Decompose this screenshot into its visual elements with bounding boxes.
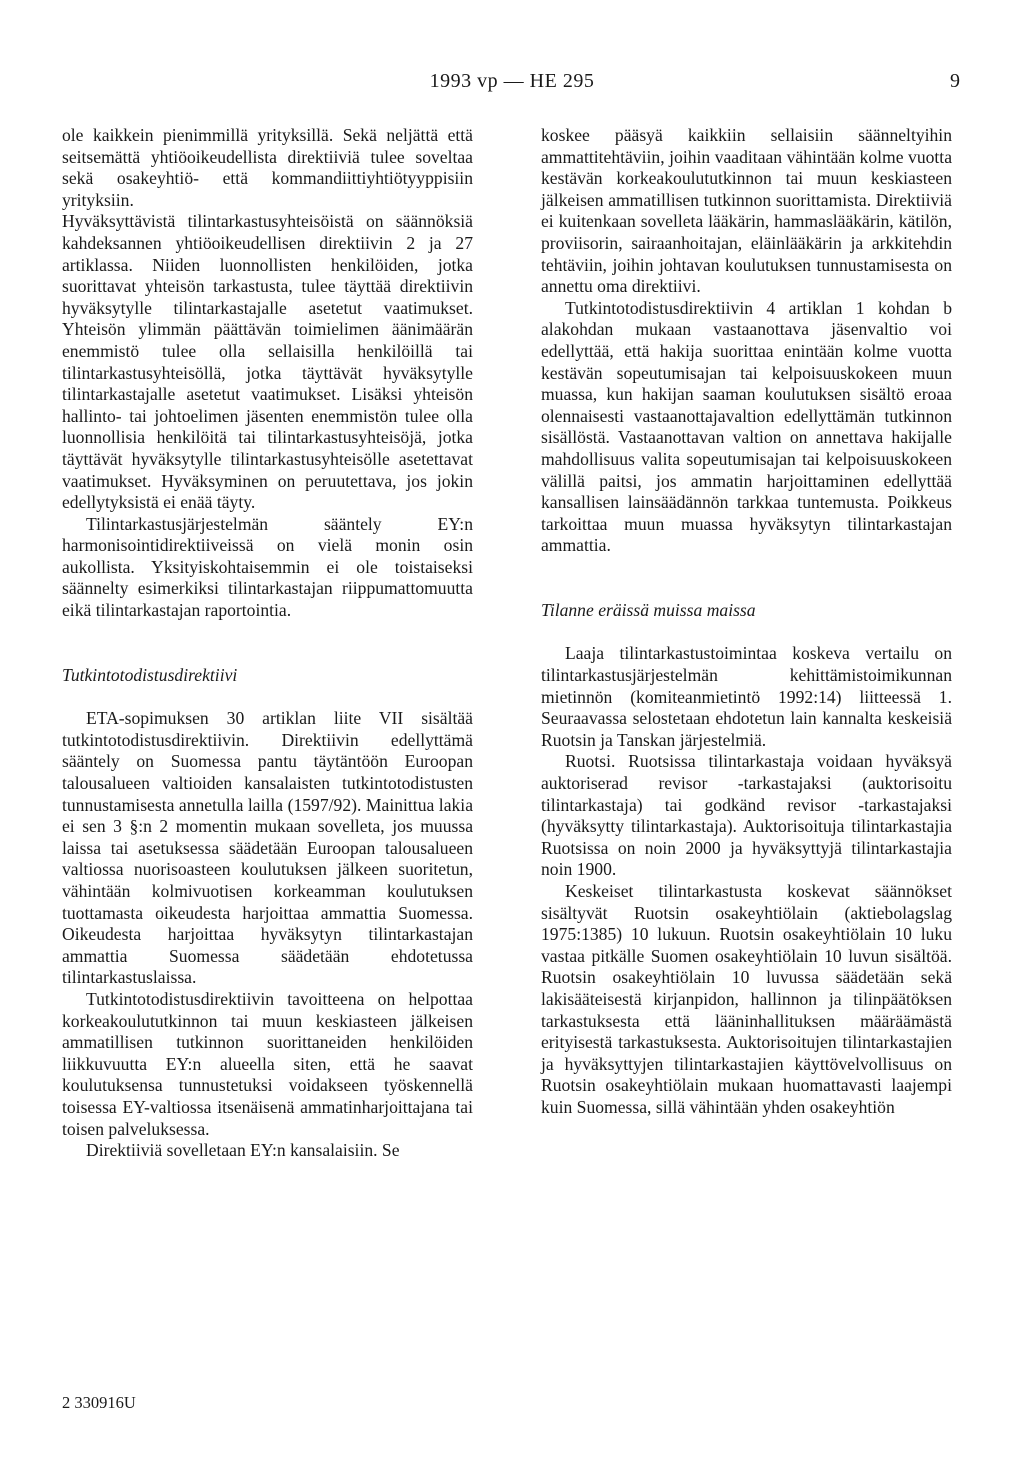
paragraph: Hyväksyttävistä tilintarkastusyhteisöistä on säännöksiä kahdeksannen yhtiöoikeudellisen direktiivin 2 ja 27 artiklassa. Niiden luonnollisten henkilöiden, jotka suorittavat yhteisön tarkastusta, tulee täyttää direktiivin hyväksytylle tilintarkastajalle asetetut vaatimukset. Yhteisön ylimmän päättävän toimielimen äänimäärän enemmistö tulee olla sellaisilla henkilöillä tai tilintarkastusyhteisöllä, jotka täyttävät hyväksytylle tilintarkastajalle asetetut vaatimukset. Lisäksi yhteisön hallinto- tai johtoelimen jäsenten enemmistön tulee olla luonnollisia henkilöitä tai tilintarkastusyhteisöjä, jotka täyttävät hyväksytylle tilintarkastusyhteisölle asetettavat vaatimukset. Hyväksyminen on peruutettava, jos jokin edellytyksistä ei enää täyty. [62,211,473,513]
running-header: 1993 vp — HE 295 [429,70,595,92]
paragraph: ETA-sopimuksen 30 artiklan liite VII sisältää tutkintotodistusdirektiivin. Direktiivin edellyttämä sääntely on Suomessa pantu täytäntöön Euroopan talousalueen valtioiden kansalaisten tutkintotodistusten tunnustamisesta annetulla lailla (1597/92). Mainittua lakia ei sen 3 §:n 2 momentin mukaan sovelleta, jos muussa laissa tai asetuksessa säädetään Euroopan talousalueen valtiossa nuorisoasteen koulutuksen jälkeen suoritetun, vähintään kolmivuotisen korkeamman koulutuksen tuottamasta oikeudesta harjoittaa ammattia Suomessa. Oikeudesta harjoittaa hyväksytyn tilintarkastajan ammattia Suomessa säädetään ehdotetussa tilintarkastuslaissa. [62,708,473,988]
paragraph: Tilintarkastusjärjestelmän sääntely EY:n harmonisointidirektiiveissä on vielä monin osin aukollista. Yksityiskohtaisemmin ei ole toistaiseksi säännelty esimerkiksi tilintarkastajan riippumattomuutta eikä tilintarkastajan raportointia. [62,513,473,621]
paragraph: Keskeiset tilintarkastusta koskevat säännökset sisältyvät Ruotsin osakeyhtiölain (aktiebolagslag 1975:1385) 10 lukuun. Ruotsin osakeyhtiölain 10 luku vastaa pitkälle Suomen osakeyhtiölain 10 luvun sisältöä. Ruotsin osakeyhtiölain 10 luvussa säädetään sekä lakisääteisestä kirjanpidon, hallinnon ja tilinpäätöksen tarkastuksesta että lääninhallituksen määräämästä erityisestä tarkastuksesta. Auktorisoitujen tilintarkastajien ja hyväksyttyjen tilintarkastajien käyttövelvollisuus on Ruotsin osakeyhtiölain mukaan huomattavasti laajempi kuin Suomessa, sillä vähintään yhden osakeyhtiön [541,881,952,1117]
paragraph: Tutkintotodistusdirektiivin 4 artiklan 1 kohdan b alakohdan mukaan vastaanottava jäsenvaltio voi edellyttää, että hakija suorittaa enintään kolme vuotta kestävän sopeutumisajan tai kelpoisuuskokeen muun muassa, kun hakijan saaman koulutuksen sisältö eroaa olennaisesti vastaanottajavaltion edellyttämän tutkinnon sisällöstä. Vastaanottavan valtion on annettava hakijalle mahdollisuus valita sopeutumisajan tai kelpoisuuskokeen välillä paitsi, jos ammatin harjoittaminen edellyttää kansallisen lainsäädännön tarkkaa tuntemusta. Poikkeus tarkoittaa muun muassa hyväksytyn tilintarkastajan ammattia. [541,297,952,556]
paragraph: ole kaikkein pienimmillä yrityksillä. Sekä neljättä että seitsemättä yhtiöoikeudellista direktiiviä tulee soveltaa sekä osakeyhtiö- että kommandiittiyhtiötyyppisiin yrityksiin. [62,125,473,210]
right-column [541,125,952,1119]
footer-code: 2 330916U [62,1393,136,1412]
paragraph: Laaja tilintarkastustoimintaa koskeva vertailu on tilintarkastusjärjestelmän kehittämistoimikunnan mietinnön (komiteanmietintö 1992:14) liitteessä 1. Seuraavassa selostetaan ehdotetun lain kannalta keskeisiä Ruotsin ja Tanskan järjestelmiä. [541,643,952,750]
paragraph: Ruotsi. Ruotsissa tilintarkastaja voidaan hyväksyä auktoriserad revisor -tarkastajaksi (auktorisoitu tilintarkastaja) tai godkänd revisor -tarkastajaksi (hyväksytty tilintarkastaja). Auktorisoituja tilintarkastajia Ruotsissa on noin 2000 ja hyväksyttyjä tilintarkastajia noin 1900. [541,751,952,880]
left-column [62,125,473,1162]
section-heading: Tutkintotodistusdirektiivi [62,664,238,685]
page-number: 9 [950,70,960,92]
paragraph: koskee pääsyä kaikkiin sellaisiin säänneltyihin ammattitehtäviin, joihin vaaditaan vähintään kolme vuotta kestävän korkeakoulututkinnon tai muun keskiasteen jälkeisen ammatillisen tutkinnon suorittamista. Direktiiviä ei kuitenkaan sovelleta lääkärin, hammaslääkärin, kätilön, proviisorin, sairaanhoitajan, eläinlääkärin ja arkkitehdin tehtäviin, joihin johtavan koulutuksen tunnustamisesta on annettu oma direktiivi. [541,125,952,297]
paragraph: Tutkintotodistusdirektiivin tavoitteena on helpottaa korkeakoulututkinnon tai muun keskiasteen jälkeisen ammatillisen tutkinnon suorittaneiden henkilöiden liikkuvuutta EY:n alueella siten, että he saavat koulutuksensa tunnustetuksi voidakseen työskennellä toisessa EY-valtiossa itsenäisenä ammatinharjoittajana tai toisen palveluksessa. [62,988,473,1139]
section-heading: Tilanne eräissä muissa maissa [541,599,756,620]
paragraph: Direktiiviä sovelletaan EY:n kansalaisiin. Se [86,1140,400,1161]
